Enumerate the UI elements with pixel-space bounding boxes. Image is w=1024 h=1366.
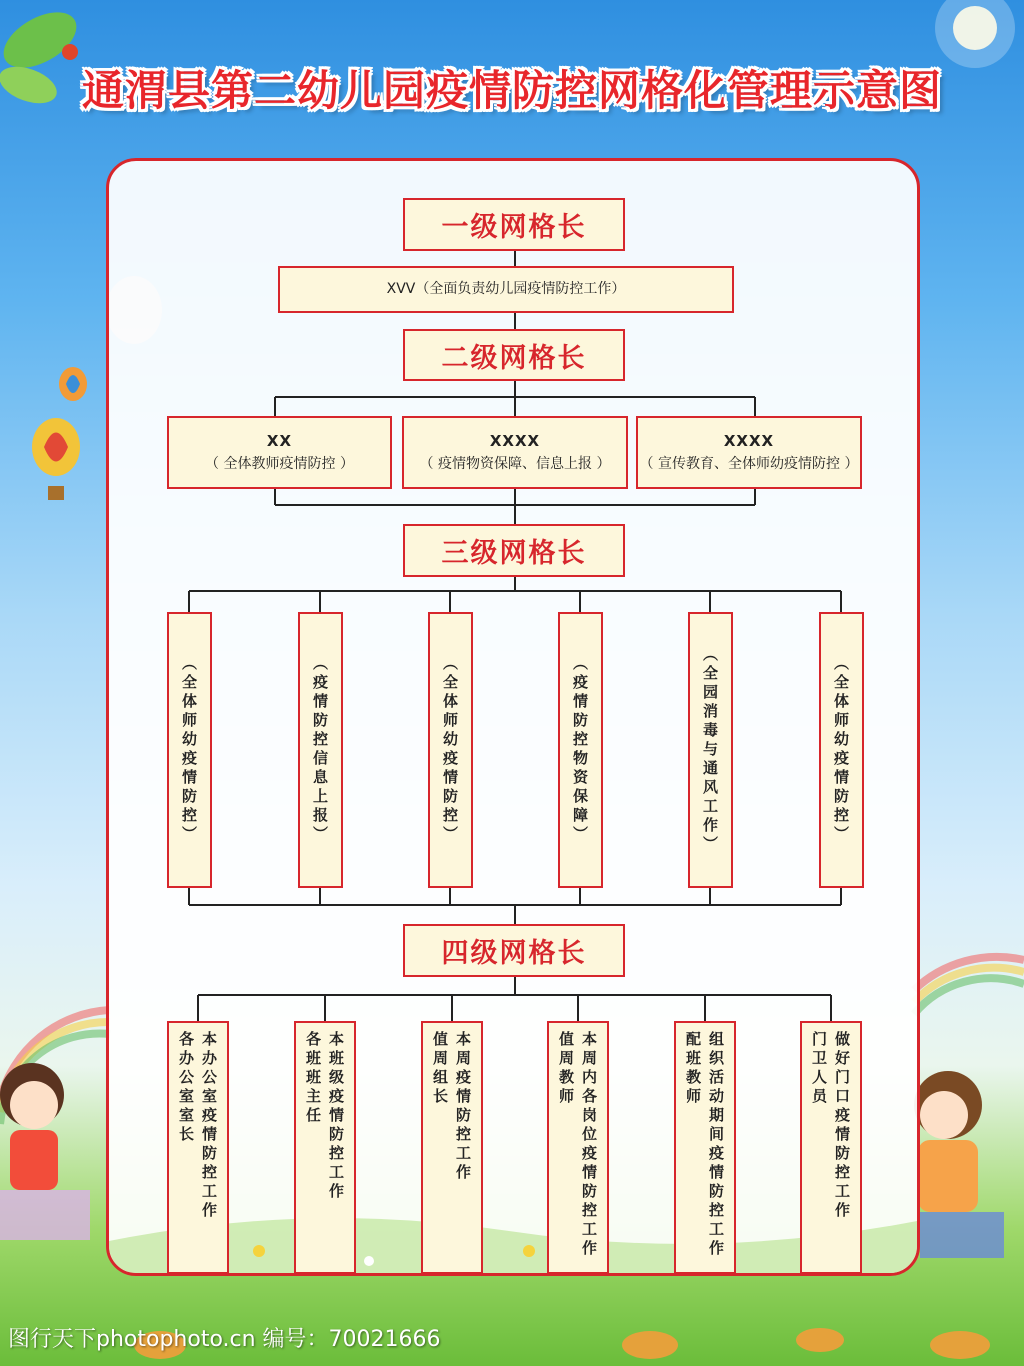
level2-member-duty: （ 宣传教育、全体师幼疫情防控 ） (639, 456, 859, 473)
level3-member-box (688, 612, 733, 888)
connector-lines (109, 161, 917, 1273)
level2-member-duty: （ 全体教师疫情防控 ） (205, 456, 354, 473)
level3-member-text: （疫情防控信息上报） (311, 655, 329, 845)
level1-member-box (278, 266, 734, 313)
level3-member-box (558, 612, 603, 888)
level4-member-who: 门卫人员 (810, 1031, 828, 1107)
level2-member-box (167, 416, 392, 489)
level4-member-box (294, 1021, 356, 1274)
level3-member-text: （全体师幼疫情防控） (441, 655, 459, 845)
level1-header: 一级网格长 (403, 198, 625, 251)
level4-member-who: 各办公室室长 (177, 1031, 195, 1145)
level4-member-who: 值周组长 (431, 1031, 449, 1107)
watermark: 图行天下photophoto.cn 编号：70021666 (8, 1327, 441, 1352)
level4-member-who: 配班教师 (684, 1031, 702, 1107)
level1-member-text: XVV（全面负责幼儿园疫情防控工作） (386, 281, 626, 298)
level3-member-box (298, 612, 343, 888)
level4-member-duty: 本周内各岗位疫情防控工作 (580, 1031, 598, 1259)
level4-member-who: 各班班主任 (304, 1031, 322, 1126)
level4-member-duty: 本班级疫情防控工作 (327, 1031, 345, 1202)
level4-member-box (421, 1021, 483, 1274)
level2-member-box (402, 416, 628, 489)
level4-header: 四级网格长 (403, 924, 625, 977)
page-title: 通渭县第二幼儿园疫情防控网格化管理示意图 (81, 66, 942, 115)
level3-header: 三级网格长 (403, 524, 625, 577)
level3-member-text: （全园消毒与通风工作） (701, 645, 719, 855)
level2-member-name: XX (266, 432, 293, 451)
level3-member-box (819, 612, 864, 888)
level4-member-duty: 本办公室疫情防控工作 (200, 1031, 218, 1221)
level4-member-box (800, 1021, 862, 1274)
level4-member-who: 值周教师 (557, 1031, 575, 1107)
level3-member-text: （全体师幼疫情防控） (180, 655, 198, 845)
level4-member-box (547, 1021, 609, 1274)
level4-member-duty: 本周疫情防控工作 (454, 1031, 472, 1183)
level2-member-name: XXXX (723, 432, 775, 451)
level3-member-text: （疫情防控物资保障） (571, 655, 589, 845)
chart-panel (106, 158, 920, 1276)
level2-member-box (636, 416, 862, 489)
level2-member-name: XXXX (489, 432, 541, 451)
level3-member-text: （全体师幼疫情防控） (832, 655, 850, 845)
level2-member-duty: （ 疫情物资保障、信息上报 ） (419, 456, 611, 473)
level2-header: 二级网格长 (403, 329, 625, 381)
level4-member-duty: 组织活动期间疫情防控工作 (707, 1031, 725, 1259)
level4-member-duty: 做好门口疫情防控工作 (833, 1031, 851, 1221)
level3-member-box (428, 612, 473, 888)
level4-member-box (167, 1021, 229, 1274)
level3-member-box (167, 612, 212, 888)
level4-member-box (674, 1021, 736, 1274)
